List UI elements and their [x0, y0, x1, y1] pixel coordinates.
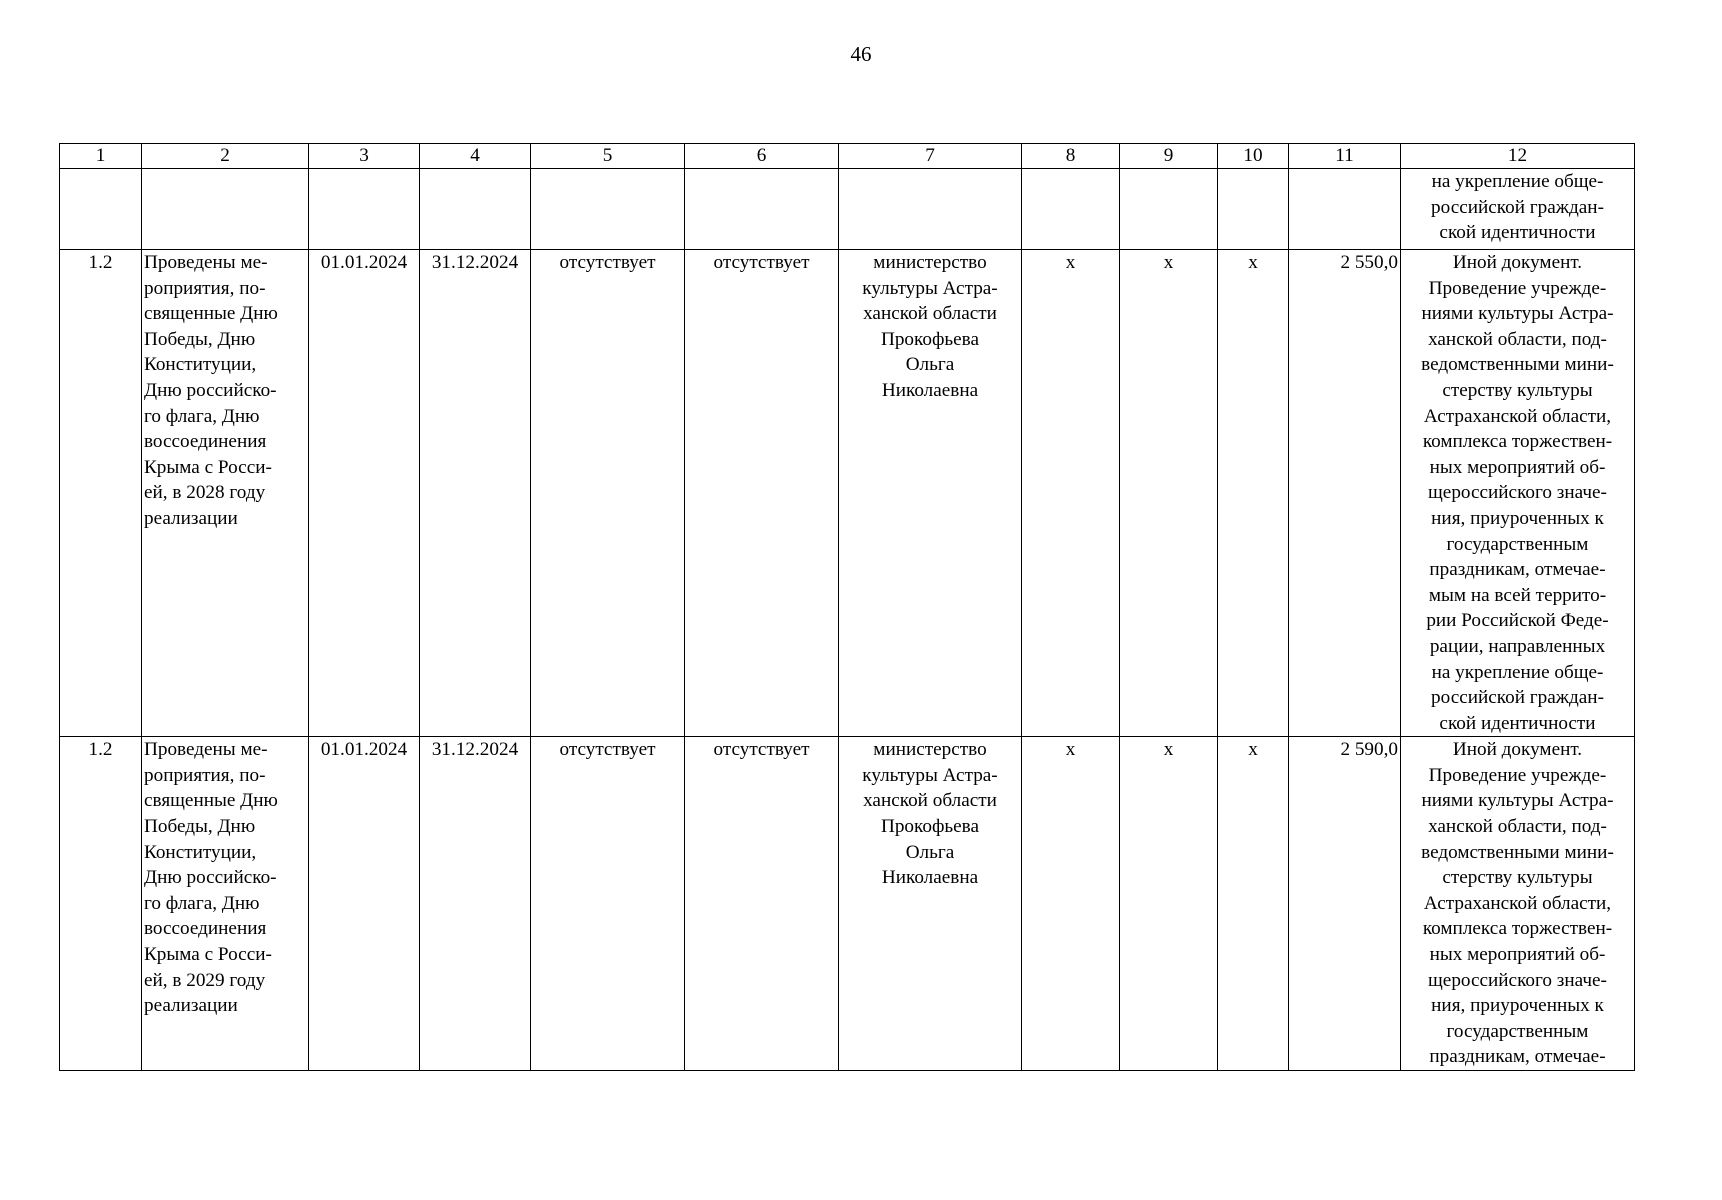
amount-cell: 2 590,0: [1289, 737, 1401, 1071]
page-number: 46: [850, 42, 872, 66]
description-cell: Проведены ме- роприятия, по- священные Дню Победы, Дню Конституции, Дню российско- го флага, Дню воссоединения Крыма с Росси- ей, в 2029 году реализации: [142, 737, 309, 1071]
col9-cell: x: [1120, 737, 1218, 1071]
continuation-row: [60, 169, 1635, 250]
column-header: 8: [1022, 144, 1120, 169]
document-cell: Иной документ. Проведение учрежде- ниями культуры Астра- ханской области, под- ведомственными мини- стерству культуры Астраханской области, комплекса торжествен- ных мероприятий об- щероссийского значе- ния, приуроченных к государственным праздникам, отмечае-: [1401, 737, 1635, 1071]
column-header: 5: [531, 144, 685, 169]
col9-cell: x: [1120, 250, 1218, 737]
table-cell: [839, 169, 1022, 250]
measures-table: [59, 143, 1635, 1071]
col6-cell: отсутствует: [685, 250, 839, 737]
col5-cell: отсутствует: [531, 737, 685, 1071]
col10-cell: x: [1218, 737, 1289, 1071]
column-header: 9: [1120, 144, 1218, 169]
table-cell: [420, 169, 531, 250]
item-number-cell: 1.2: [60, 250, 142, 737]
document-cell: Иной документ. Проведение учрежде- ниями культуры Астра- ханской области, под- ведомственными мини- стерству культуры Астраханской области, комплекса торжествен- ных мероприятий об- щероссийского значе- ния, приуроченных к государственным праздникам, отмечае- мым на всей террито- рии Российской Феде- рации, направленных на укрепление обще- российской граждан- ской идентичности: [1401, 250, 1635, 737]
table-cell: [60, 169, 142, 250]
table-cell: [531, 169, 685, 250]
table-cell: [309, 169, 420, 250]
description-cell: Проведены ме- роприятия, по- священные Дню Победы, Дню Конституции, Дню российско- го флага, Дню воссоединения Крыма с Росси- ей, в 2028 году реализации: [142, 250, 309, 737]
col5-cell: отсутствует: [531, 250, 685, 737]
column-header: 6: [685, 144, 839, 169]
document-cell: на укрепление обще- российской граждан- ской идентичности: [1401, 169, 1635, 250]
column-header: 10: [1218, 144, 1289, 169]
column-header: 12: [1401, 144, 1635, 169]
end-date-cell: 31.12.2024: [420, 250, 531, 737]
column-header: 4: [420, 144, 531, 169]
column-header: 11: [1289, 144, 1401, 169]
responsible-cell: министерство культуры Астра- ханской области Прокофьева Ольга Николаевна: [839, 737, 1022, 1071]
end-date-cell: 31.12.2024: [420, 737, 531, 1071]
table-cell: [1218, 169, 1289, 250]
col8-cell: x: [1022, 250, 1120, 737]
col10-cell: x: [1218, 250, 1289, 737]
table-cell: [1022, 169, 1120, 250]
column-header: 7: [839, 144, 1022, 169]
table-cell: [1120, 169, 1218, 250]
table-cell: [142, 169, 309, 250]
amount-cell: 2 550,0: [1289, 250, 1401, 737]
start-date-cell: 01.01.2024: [309, 737, 420, 1071]
column-header: 2: [142, 144, 309, 169]
table-cell: [1289, 169, 1401, 250]
column-header: 3: [309, 144, 420, 169]
responsible-cell: министерство культуры Астра- ханской области Прокофьева Ольга Николаевна: [839, 250, 1022, 737]
table-row: [60, 250, 1635, 737]
table-row: [60, 737, 1635, 1071]
col8-cell: x: [1022, 737, 1120, 1071]
item-number-cell: 1.2: [60, 737, 142, 1071]
table-cell: [685, 169, 839, 250]
column-number-row: [60, 144, 1635, 169]
start-date-cell: 01.01.2024: [309, 250, 420, 737]
column-header: 1: [60, 144, 142, 169]
col6-cell: отсутствует: [685, 737, 839, 1071]
